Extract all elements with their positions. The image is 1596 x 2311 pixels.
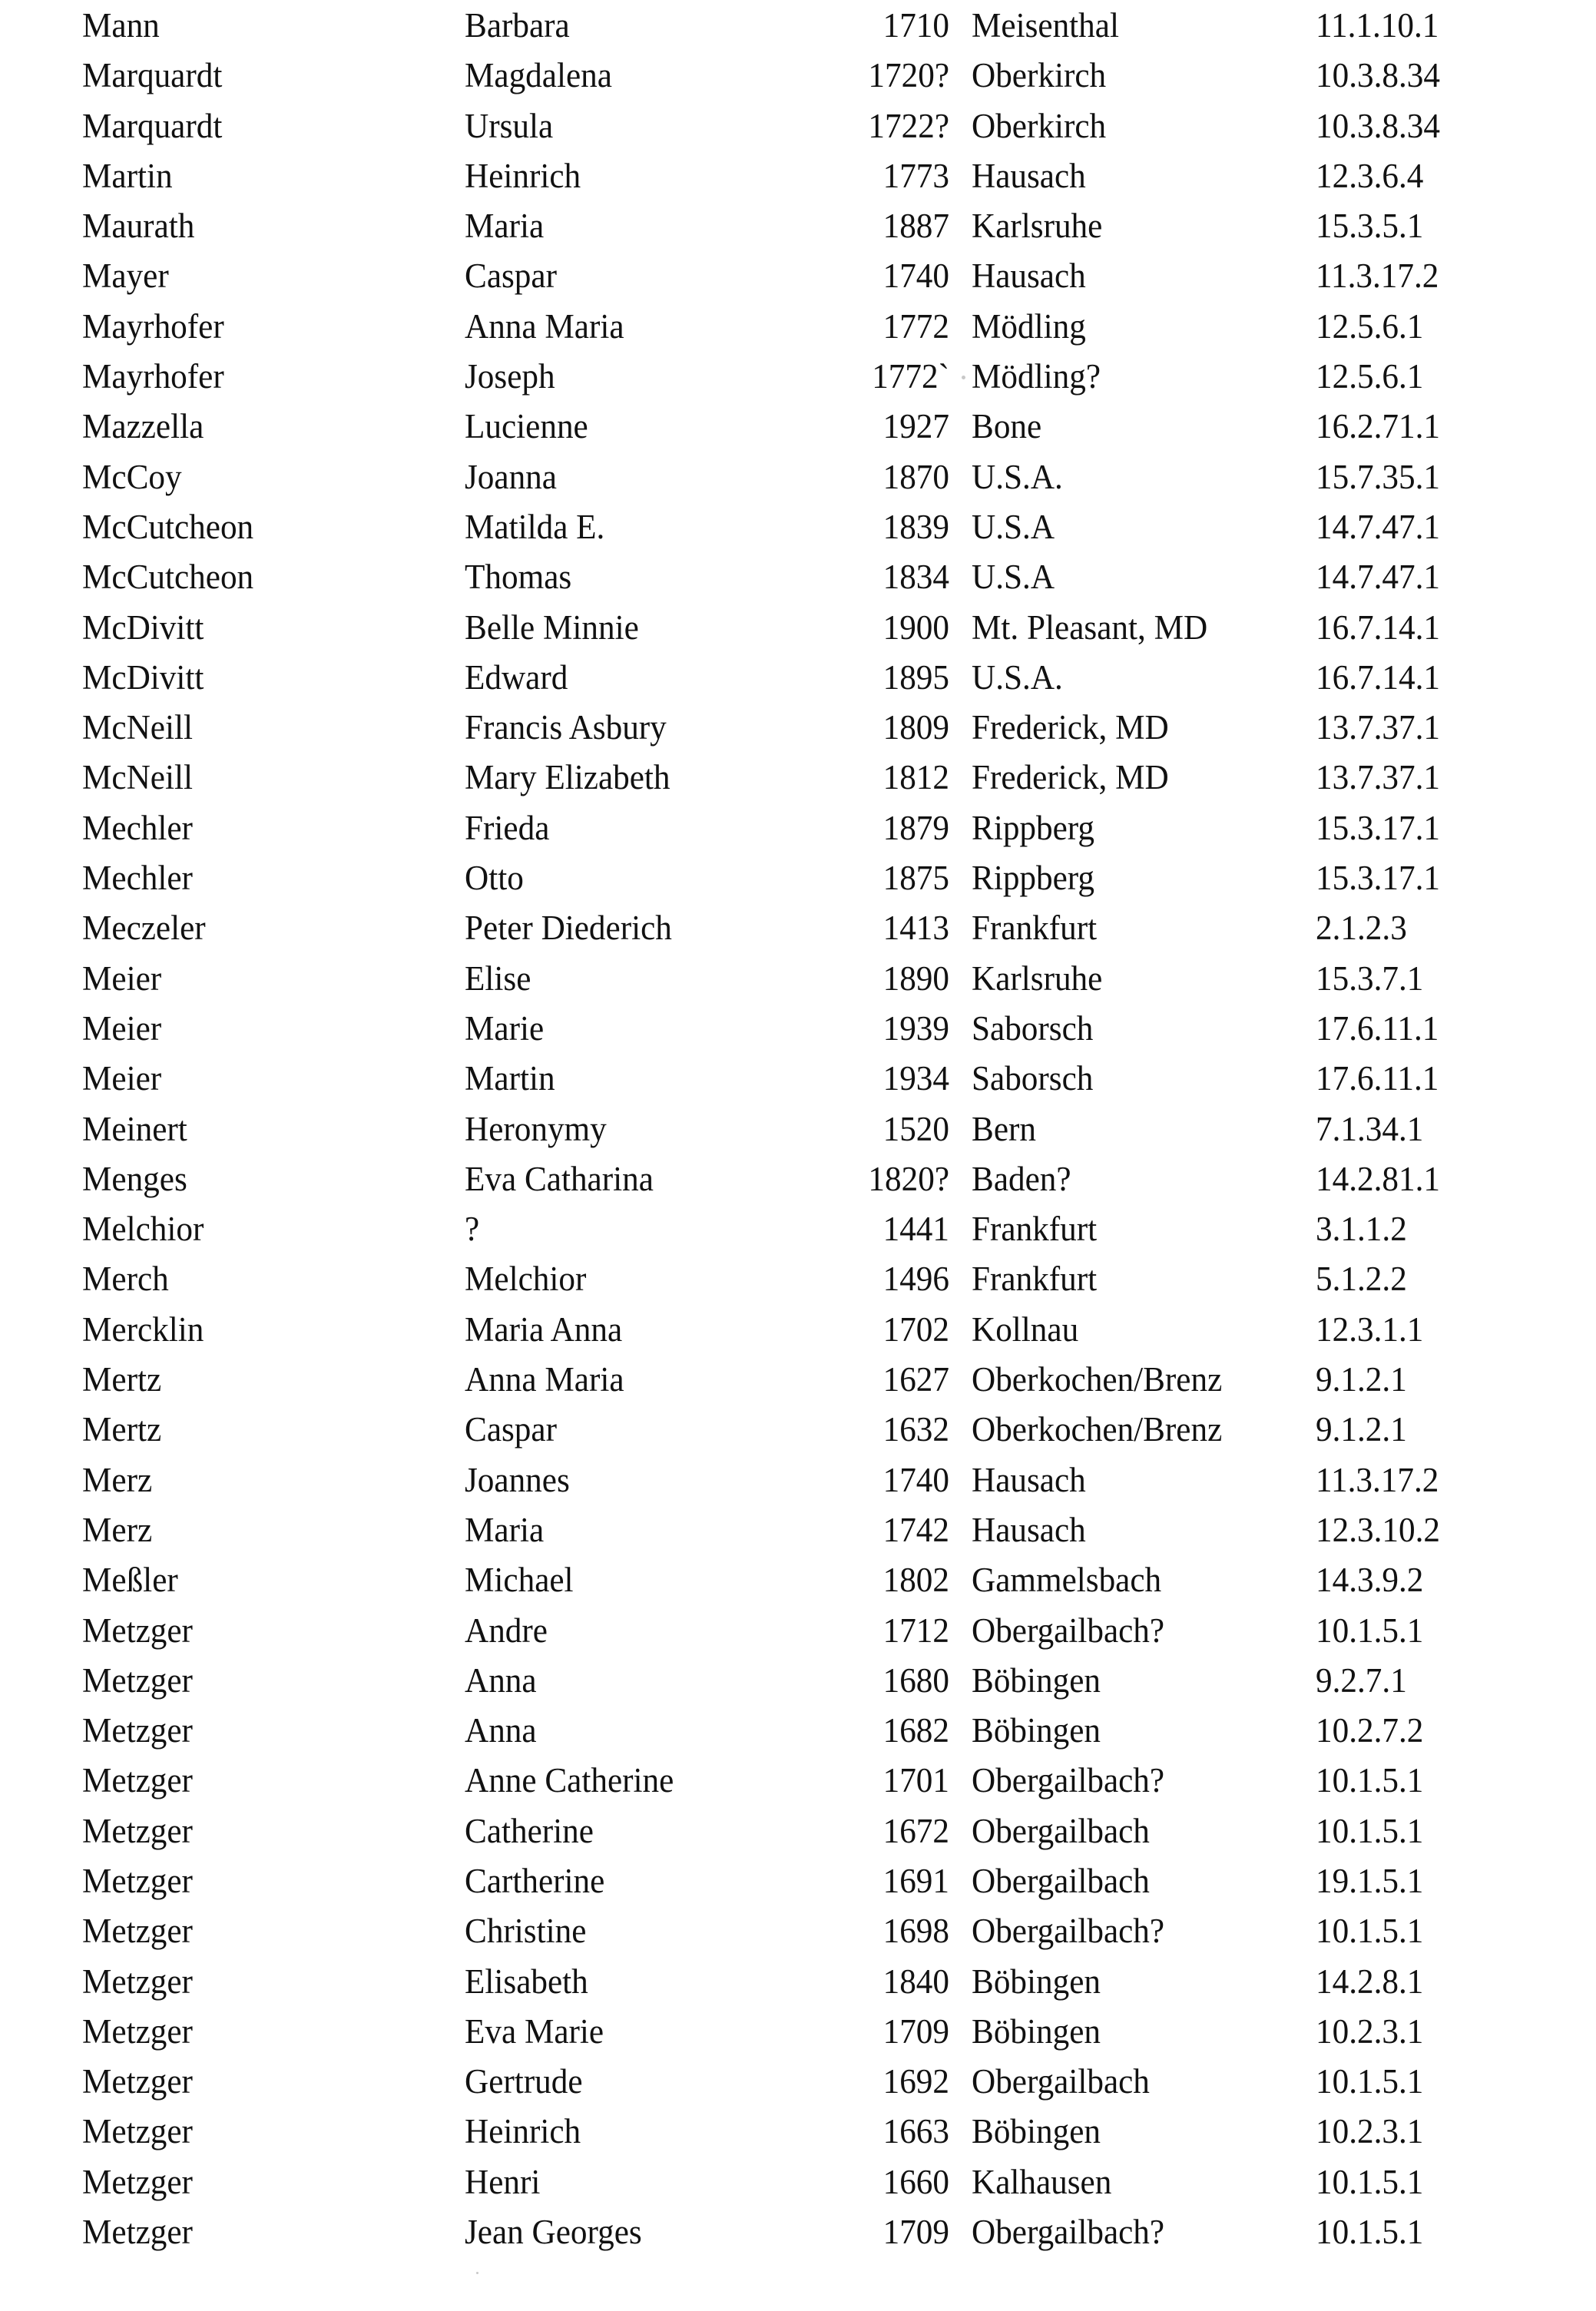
table-row — [0, 1107, 1596, 1157]
given-name-cell: Joseph — [465, 357, 555, 396]
given-name-cell: Joannes — [465, 1460, 570, 1499]
surname-cell: Menges — [82, 1159, 187, 1198]
reference-cell: 10.1.5.1 — [1316, 2062, 1424, 2101]
place-cell: Saborsch — [972, 1008, 1094, 1048]
given-name-cell: Eva Marie — [465, 2011, 604, 2051]
table-row — [0, 354, 1596, 404]
year-cell: 1441 — [882, 1210, 949, 1249]
given-name-cell: Maria — [465, 1510, 545, 1549]
table-row — [0, 2109, 1596, 2159]
given-name-cell: Heinrich — [465, 2112, 581, 2151]
surname-cell: Meinert — [82, 1109, 187, 1148]
table-row — [0, 1458, 1596, 1508]
reference-cell: 12.5.6.1 — [1316, 306, 1424, 346]
year-cell: 1692 — [882, 2062, 949, 2101]
surname-cell: Mechler — [82, 859, 193, 898]
place-cell: Mödling — [972, 306, 1086, 346]
reference-cell: 7.1.34.1 — [1316, 1109, 1424, 1148]
year-cell: 1682 — [882, 1711, 949, 1750]
given-name-cell: Gertrude — [465, 2062, 583, 2101]
year-cell: 1834 — [882, 558, 949, 597]
surname-cell: McCutcheon — [82, 558, 254, 597]
table-row — [0, 1006, 1596, 1056]
surname-cell: Mercklin — [82, 1309, 204, 1349]
given-name-cell: Anne Catherine — [465, 1761, 674, 1800]
given-name-cell: Anna — [465, 1711, 537, 1750]
reference-cell: 17.6.11.1 — [1316, 1008, 1439, 1048]
reference-cell: 11.3.17.2 — [1316, 257, 1439, 296]
year-cell: 1698 — [882, 1912, 949, 1951]
surname-cell: Maurath — [82, 207, 195, 246]
year-cell: 1890 — [882, 959, 949, 998]
place-cell: Hausach — [972, 1460, 1086, 1499]
reference-cell: 10.1.5.1 — [1316, 2213, 1424, 2252]
surname-cell: McDivitt — [82, 657, 204, 697]
place-cell: Böbingen — [972, 1711, 1101, 1750]
given-name-cell: Ursula — [465, 106, 554, 145]
reference-cell: 11.1.10.1 — [1316, 6, 1439, 45]
surname-cell: Metzger — [82, 1811, 193, 1850]
table-row — [0, 1056, 1596, 1106]
year-cell: 1413 — [882, 909, 949, 948]
place-cell: Oberkirch — [972, 56, 1107, 95]
table-row — [0, 1658, 1596, 1708]
given-name-cell: Jean Georges — [465, 2213, 642, 2252]
place-cell: Hausach — [972, 257, 1086, 296]
table-row — [0, 204, 1596, 253]
scan-speck — [962, 376, 965, 379]
year-cell: 1740 — [882, 257, 949, 296]
surname-cell: McCutcheon — [82, 507, 254, 546]
reference-cell: 12.5.6.1 — [1316, 357, 1424, 396]
reference-cell: 12.3.1.1 — [1316, 1309, 1424, 1349]
surname-cell: Mayrhofer — [82, 357, 224, 396]
place-cell: Obergailbach — [972, 1861, 1150, 1900]
year-cell: 1709 — [882, 2213, 949, 2252]
reference-cell: 16.7.14.1 — [1316, 657, 1440, 697]
given-name-cell: Anna Maria — [465, 306, 624, 346]
surname-cell: Mertz — [82, 1410, 162, 1449]
place-cell: Hausach — [972, 156, 1086, 195]
surname-cell: Meier — [82, 1059, 162, 1098]
reference-cell: 15.3.17.1 — [1316, 808, 1440, 847]
place-cell: Böbingen — [972, 1660, 1101, 1700]
place-cell: Rippberg — [972, 859, 1095, 898]
place-cell: Obergailbach? — [972, 1761, 1165, 1800]
given-name-cell: Anna — [465, 1660, 537, 1700]
reference-cell: 5.1.2.2 — [1316, 1260, 1407, 1299]
given-name-cell: Elisabeth — [465, 1962, 588, 2001]
given-name-cell: Marie — [465, 1008, 545, 1048]
given-name-cell: Catherine — [465, 1811, 594, 1850]
given-name-cell: Martin — [465, 1059, 555, 1098]
year-cell: 1701 — [882, 1761, 949, 1800]
surname-cell: Metzger — [82, 1962, 193, 2001]
place-cell: Frederick, MD — [972, 708, 1169, 747]
table-row — [0, 1708, 1596, 1758]
table-row — [0, 1508, 1596, 1558]
given-name-cell: Frieda — [465, 808, 550, 847]
table-row — [0, 655, 1596, 705]
table-row — [0, 1256, 1596, 1306]
place-cell: Baden? — [972, 1159, 1071, 1198]
year-cell: 1660 — [882, 2162, 949, 2201]
surname-cell: Mayrhofer — [82, 306, 224, 346]
reference-cell: 10.1.5.1 — [1316, 1912, 1424, 1951]
reference-cell: 10.1.5.1 — [1316, 1761, 1424, 1800]
reference-cell: 14.2.81.1 — [1316, 1159, 1440, 1198]
given-name-cell: Cartherine — [465, 1861, 605, 1900]
place-cell: Karlsruhe — [972, 959, 1103, 998]
place-cell: Hausach — [972, 1510, 1086, 1549]
table-row — [0, 1157, 1596, 1207]
table-row — [0, 253, 1596, 303]
table-row — [0, 304, 1596, 354]
year-cell: 1712 — [882, 1611, 949, 1650]
given-name-cell: Belle Minnie — [465, 608, 639, 647]
place-cell: Frankfurt — [972, 1260, 1098, 1299]
surname-cell: Martin — [82, 156, 173, 195]
given-name-cell: Christine — [465, 1912, 587, 1951]
year-cell: 1772` — [872, 357, 949, 396]
place-cell: Mödling? — [972, 357, 1101, 396]
year-cell: 1520 — [882, 1109, 949, 1148]
table-row — [0, 3, 1596, 53]
reference-cell: 14.7.47.1 — [1316, 558, 1440, 597]
given-name-cell: Joanna — [465, 457, 557, 496]
place-cell: Bone — [972, 407, 1042, 446]
table-row — [0, 1357, 1596, 1407]
place-cell: Böbingen — [972, 2112, 1101, 2151]
surname-cell: Metzger — [82, 1611, 193, 1650]
surname-cell: Merch — [82, 1260, 169, 1299]
year-cell: 1710 — [882, 6, 949, 45]
surname-cell: Meier — [82, 1008, 162, 1048]
table-row — [0, 755, 1596, 805]
given-name-cell: Andre — [465, 1611, 548, 1650]
surname-cell: Meier — [82, 959, 162, 998]
place-cell: Frederick, MD — [972, 758, 1169, 797]
surname-cell: Metzger — [82, 2011, 193, 2051]
place-cell: Oberkochen/Brenz — [972, 1360, 1223, 1399]
reference-cell: 13.7.37.1 — [1316, 708, 1440, 747]
table-row — [0, 1307, 1596, 1357]
surname-cell: Mechler — [82, 808, 193, 847]
year-cell: 1691 — [882, 1861, 949, 1900]
year-cell: 1627 — [882, 1360, 949, 1399]
year-cell: 1879 — [882, 808, 949, 847]
given-name-cell: Heronymy — [465, 1109, 607, 1148]
year-cell: 1632 — [882, 1410, 949, 1449]
place-cell: Saborsch — [972, 1059, 1094, 1098]
reference-cell: 10.1.5.1 — [1316, 1611, 1424, 1650]
reference-cell: 9.1.2.1 — [1316, 1410, 1407, 1449]
surname-cell: Mertz — [82, 1360, 162, 1399]
surname-cell: Metzger — [82, 2213, 193, 2252]
table-row — [0, 906, 1596, 955]
year-cell: 1720? — [868, 56, 949, 95]
year-cell: 1802 — [882, 1561, 949, 1600]
given-name-cell: Matilda E. — [465, 507, 605, 546]
year-cell: 1887 — [882, 207, 949, 246]
place-cell: Frankfurt — [972, 1210, 1098, 1249]
reference-cell: 15.3.5.1 — [1316, 207, 1424, 246]
place-cell: Rippberg — [972, 808, 1095, 847]
scan-speck — [476, 2272, 478, 2274]
table-row — [0, 404, 1596, 454]
table-row — [0, 1959, 1596, 2009]
year-cell: 1663 — [882, 2112, 949, 2151]
surname-cell: Mazzella — [82, 407, 204, 446]
place-cell: U.S.A. — [972, 657, 1063, 697]
reference-cell: 10.3.8.34 — [1316, 56, 1440, 95]
table-row — [0, 956, 1596, 1006]
reference-cell: 12.3.6.4 — [1316, 156, 1424, 195]
table-row — [0, 2059, 1596, 2109]
surname-cell: Marquardt — [82, 106, 223, 145]
place-cell: Oberkochen/Brenz — [972, 1410, 1223, 1449]
surname-cell: Merz — [82, 1510, 153, 1549]
reference-cell: 15.3.7.1 — [1316, 959, 1424, 998]
year-cell: 1812 — [882, 758, 949, 797]
surname-cell: Mayer — [82, 257, 169, 296]
surname-cell: Metzger — [82, 1861, 193, 1900]
year-cell: 1809 — [882, 708, 949, 747]
year-cell: 1927 — [882, 407, 949, 446]
genealogy-table — [0, 3, 1596, 2260]
year-cell: 1870 — [882, 457, 949, 496]
table-row — [0, 555, 1596, 604]
year-cell: 1740 — [882, 1460, 949, 1499]
given-name-cell: Eva Catharina — [465, 1159, 654, 1198]
year-cell: 1900 — [882, 608, 949, 647]
surname-cell: Meczeler — [82, 909, 206, 948]
reference-cell: 2.1.2.3 — [1316, 909, 1407, 948]
table-row — [0, 104, 1596, 154]
table-row — [0, 2160, 1596, 2210]
table-row — [0, 1758, 1596, 1808]
year-cell: 1702 — [882, 1309, 949, 1349]
place-cell: Böbingen — [972, 1962, 1101, 2001]
reference-cell: 10.1.5.1 — [1316, 1811, 1424, 1850]
given-name-cell: Barbara — [465, 6, 570, 45]
place-cell: Kollnau — [972, 1309, 1079, 1349]
reference-cell: 10.1.5.1 — [1316, 2162, 1424, 2201]
given-name-cell: Peter Diederich — [465, 909, 672, 948]
year-cell: 1496 — [882, 1260, 949, 1299]
reference-cell: 14.3.9.2 — [1316, 1561, 1424, 1600]
reference-cell: 9.1.2.1 — [1316, 1360, 1407, 1399]
reference-cell: 16.7.14.1 — [1316, 608, 1440, 647]
reference-cell: 10.2.3.1 — [1316, 2112, 1424, 2151]
surname-cell: Meßler — [82, 1561, 178, 1600]
surname-cell: Marquardt — [82, 56, 223, 95]
reference-cell: 15.3.17.1 — [1316, 859, 1440, 898]
surname-cell: McCoy — [82, 457, 182, 496]
place-cell: Obergailbach — [972, 1811, 1150, 1850]
table-row — [0, 1608, 1596, 1658]
given-name-cell: Caspar — [465, 257, 557, 296]
table-row — [0, 856, 1596, 906]
year-cell: 1709 — [882, 2011, 949, 2051]
place-cell: Kalhausen — [972, 2162, 1112, 2201]
given-name-cell: Edward — [465, 657, 568, 697]
given-name-cell: Melchior — [465, 1260, 587, 1299]
reference-cell: 17.6.11.1 — [1316, 1059, 1439, 1098]
reference-cell: 13.7.37.1 — [1316, 758, 1440, 797]
reference-cell: 10.2.7.2 — [1316, 1711, 1424, 1750]
place-cell: Bern — [972, 1109, 1036, 1148]
place-cell: Frankfurt — [972, 909, 1098, 948]
year-cell: 1895 — [882, 657, 949, 697]
surname-cell: Metzger — [82, 2112, 193, 2151]
reference-cell: 12.3.10.2 — [1316, 1510, 1440, 1549]
given-name-cell: Heinrich — [465, 156, 581, 195]
surname-cell: Merz — [82, 1460, 153, 1499]
given-name-cell: ? — [465, 1210, 480, 1249]
given-name-cell: Anna Maria — [465, 1360, 624, 1399]
given-name-cell: Maria — [465, 207, 545, 246]
surname-cell: McNeill — [82, 708, 193, 747]
reference-cell: 14.2.8.1 — [1316, 1962, 1424, 2001]
given-name-cell: Magdalena — [465, 56, 612, 95]
given-name-cell: Maria Anna — [465, 1309, 623, 1349]
table-row — [0, 806, 1596, 856]
given-name-cell: Michael — [465, 1561, 574, 1600]
year-cell: 1840 — [882, 1962, 949, 2001]
place-cell: Obergailbach? — [972, 2213, 1165, 2252]
surname-cell: Mann — [82, 6, 160, 45]
year-cell: 1875 — [882, 859, 949, 898]
place-cell: Oberkirch — [972, 106, 1107, 145]
reference-cell: 11.3.17.2 — [1316, 1460, 1439, 1499]
reference-cell: 10.2.3.1 — [1316, 2011, 1424, 2051]
place-cell: Gammelsbach — [972, 1561, 1162, 1600]
table-row — [0, 53, 1596, 103]
given-name-cell: Caspar — [465, 1410, 557, 1449]
year-cell: 1680 — [882, 1660, 949, 1700]
reference-cell: 3.1.1.2 — [1316, 1210, 1407, 1249]
place-cell: U.S.A. — [972, 457, 1063, 496]
surname-cell: Melchior — [82, 1210, 204, 1249]
table-row — [0, 1909, 1596, 1958]
place-cell: Mt. Pleasant, MD — [972, 608, 1208, 647]
table-row — [0, 505, 1596, 555]
surname-cell: Metzger — [82, 2162, 193, 2201]
table-row — [0, 605, 1596, 655]
reference-cell: 19.1.5.1 — [1316, 1861, 1424, 1900]
place-cell: U.S.A — [972, 507, 1055, 546]
given-name-cell: Henri — [465, 2162, 541, 2201]
year-cell: 1742 — [882, 1510, 949, 1549]
given-name-cell: Otto — [465, 859, 524, 898]
given-name-cell: Thomas — [465, 558, 572, 597]
year-cell: 1934 — [882, 1059, 949, 1098]
given-name-cell: Francis Asbury — [465, 708, 667, 747]
year-cell: 1839 — [882, 507, 949, 546]
table-row — [0, 2210, 1596, 2260]
year-cell: 1722? — [868, 106, 949, 145]
table-row — [0, 1558, 1596, 1607]
reference-cell: 10.3.8.34 — [1316, 106, 1440, 145]
place-cell: Böbingen — [972, 2011, 1101, 2051]
place-cell: U.S.A — [972, 558, 1055, 597]
table-row — [0, 2009, 1596, 2059]
table-row — [0, 705, 1596, 755]
place-cell: Meisenthal — [972, 6, 1119, 45]
table-row — [0, 1859, 1596, 1909]
place-cell: Obergailbach? — [972, 1912, 1165, 1951]
year-cell: 1672 — [882, 1811, 949, 1850]
table-row — [0, 154, 1596, 204]
surname-cell: McNeill — [82, 758, 193, 797]
reference-cell: 14.7.47.1 — [1316, 507, 1440, 546]
table-row — [0, 1407, 1596, 1457]
table-row — [0, 1207, 1596, 1256]
given-name-cell: Lucienne — [465, 407, 588, 446]
table-row — [0, 1809, 1596, 1859]
place-cell: Karlsruhe — [972, 207, 1103, 246]
year-cell: 1820? — [868, 1159, 949, 1198]
surname-cell: Metzger — [82, 1912, 193, 1951]
reference-cell: 16.2.71.1 — [1316, 407, 1440, 446]
year-cell: 1772 — [882, 306, 949, 346]
surname-cell: Metzger — [82, 1660, 193, 1700]
year-cell: 1939 — [882, 1008, 949, 1048]
surname-cell: McDivitt — [82, 608, 204, 647]
surname-cell: Metzger — [82, 1711, 193, 1750]
table-row — [0, 455, 1596, 505]
surname-cell: Metzger — [82, 2062, 193, 2101]
place-cell: Obergailbach? — [972, 1611, 1165, 1650]
given-name-cell: Elise — [465, 959, 531, 998]
year-cell: 1773 — [882, 156, 949, 195]
place-cell: Obergailbach — [972, 2062, 1150, 2101]
given-name-cell: Mary Elizabeth — [465, 758, 671, 797]
reference-cell: 15.7.35.1 — [1316, 457, 1440, 496]
reference-cell: 9.2.7.1 — [1316, 1660, 1407, 1700]
surname-cell: Metzger — [82, 1761, 193, 1800]
